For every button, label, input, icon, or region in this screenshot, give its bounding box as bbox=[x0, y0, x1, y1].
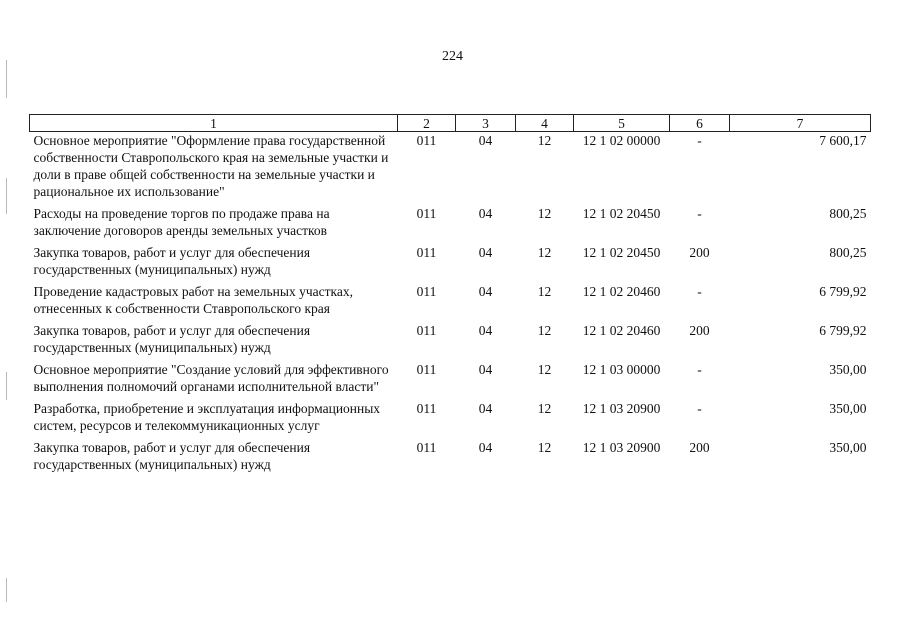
row-section-code: 04 bbox=[478, 133, 493, 148]
row-target-article: 12 1 02 20460 bbox=[582, 323, 661, 338]
row-name: Разработка, приобретение и эксплуатация информационных систем, ресурсов и телекоммуникационных услуг bbox=[33, 401, 381, 433]
scan-edge-mark bbox=[6, 578, 7, 602]
row-expense-type: - bbox=[697, 362, 702, 377]
row-target-article: 12 1 02 20450 bbox=[582, 245, 661, 260]
column-header-6: 6 bbox=[670, 115, 730, 132]
row-ministry-code: 011 bbox=[416, 133, 437, 148]
row-name: Основное мероприятие "Создание условий для эффективного выполнения полномочий органами исполнительной власти" bbox=[33, 362, 389, 394]
column-header-4: 4 bbox=[516, 115, 574, 132]
table-row bbox=[30, 322, 871, 361]
row-section-code: 04 bbox=[478, 245, 493, 260]
row-target-article: 12 1 03 20900 bbox=[582, 440, 661, 455]
row-ministry-code: 011 bbox=[416, 206, 437, 221]
budget-table bbox=[29, 114, 871, 478]
row-name: Закупка товаров, работ и услуг для обеспечения государственных (муниципальных) нужд bbox=[33, 440, 311, 472]
row-subsection-code: 12 bbox=[537, 284, 552, 299]
row-target-article: 12 1 02 00000 bbox=[582, 133, 661, 148]
table-row bbox=[30, 439, 871, 478]
row-amount: 350,00 bbox=[829, 401, 867, 416]
row-ministry-code: 011 bbox=[416, 323, 437, 338]
column-header-5: 5 bbox=[574, 115, 670, 132]
row-expense-type: - bbox=[697, 401, 702, 416]
column-header-1: 1 bbox=[30, 115, 398, 132]
row-section-code: 04 bbox=[478, 206, 493, 221]
row-ministry-code: 011 bbox=[416, 284, 437, 299]
row-subsection-code: 12 bbox=[537, 362, 552, 377]
row-name: Расходы на проведение торгов по продаже права на заключение договоров аренды земельных участков bbox=[33, 206, 330, 238]
row-expense-type: 200 bbox=[689, 245, 710, 260]
row-section-code: 04 bbox=[478, 323, 493, 338]
row-subsection-code: 12 bbox=[537, 133, 552, 148]
row-name: Проведение кадастровых работ на земельных участках, отнесенных к собственности Ставропольского края bbox=[33, 284, 353, 316]
row-ministry-code: 011 bbox=[416, 245, 437, 260]
row-amount: 800,25 bbox=[829, 245, 867, 260]
row-amount: 800,25 bbox=[829, 206, 867, 221]
table-row bbox=[30, 132, 871, 206]
scan-edge-mark bbox=[6, 372, 7, 400]
column-header-7: 7 bbox=[730, 115, 871, 132]
row-section-code: 04 bbox=[478, 440, 493, 455]
row-target-article: 12 1 03 00000 bbox=[582, 362, 661, 377]
row-section-code: 04 bbox=[478, 401, 493, 416]
row-ministry-code: 011 bbox=[416, 440, 437, 455]
table-row bbox=[30, 283, 871, 322]
row-amount: 6 799,92 bbox=[819, 323, 867, 338]
table-row bbox=[30, 205, 871, 244]
row-amount: 7 600,17 bbox=[819, 133, 867, 148]
row-ministry-code: 011 bbox=[416, 401, 437, 416]
column-header-2: 2 bbox=[398, 115, 456, 132]
row-section-code: 04 bbox=[478, 362, 493, 377]
table-row bbox=[30, 400, 871, 439]
row-target-article: 12 1 02 20450 bbox=[582, 206, 661, 221]
table-header-row bbox=[30, 115, 871, 132]
row-expense-type: - bbox=[697, 284, 702, 299]
table-row bbox=[30, 244, 871, 283]
row-amount: 350,00 bbox=[829, 440, 867, 455]
row-expense-type: - bbox=[697, 206, 702, 221]
page-number: 224 bbox=[442, 49, 463, 64]
row-subsection-code: 12 bbox=[537, 323, 552, 338]
scan-edge-mark bbox=[6, 60, 7, 98]
row-name: Закупка товаров, работ и услуг для обеспечения государственных (муниципальных) нужд bbox=[33, 323, 311, 355]
scan-edge-mark bbox=[6, 178, 7, 214]
row-subsection-code: 12 bbox=[537, 401, 552, 416]
row-amount: 350,00 bbox=[829, 362, 867, 377]
row-section-code: 04 bbox=[478, 284, 493, 299]
row-subsection-code: 12 bbox=[537, 245, 552, 260]
row-expense-type: 200 bbox=[689, 323, 710, 338]
row-name: Закупка товаров, работ и услуг для обеспечения государственных (муниципальных) нужд bbox=[33, 245, 311, 277]
row-target-article: 12 1 02 20460 bbox=[582, 284, 661, 299]
row-subsection-code: 12 bbox=[537, 440, 552, 455]
row-expense-type: - bbox=[697, 133, 702, 148]
row-target-article: 12 1 03 20900 bbox=[582, 401, 661, 416]
row-subsection-code: 12 bbox=[537, 206, 552, 221]
column-header-3: 3 bbox=[456, 115, 516, 132]
row-amount: 6 799,92 bbox=[819, 284, 867, 299]
row-ministry-code: 011 bbox=[416, 362, 437, 377]
row-expense-type: 200 bbox=[689, 440, 710, 455]
row-name: Основное мероприятие "Оформление права государственной собственности Ставропольского края на земельные участки и доли в праве общей собственности на земельные участки и рациональное их использование" bbox=[33, 133, 389, 199]
table-row bbox=[30, 361, 871, 400]
